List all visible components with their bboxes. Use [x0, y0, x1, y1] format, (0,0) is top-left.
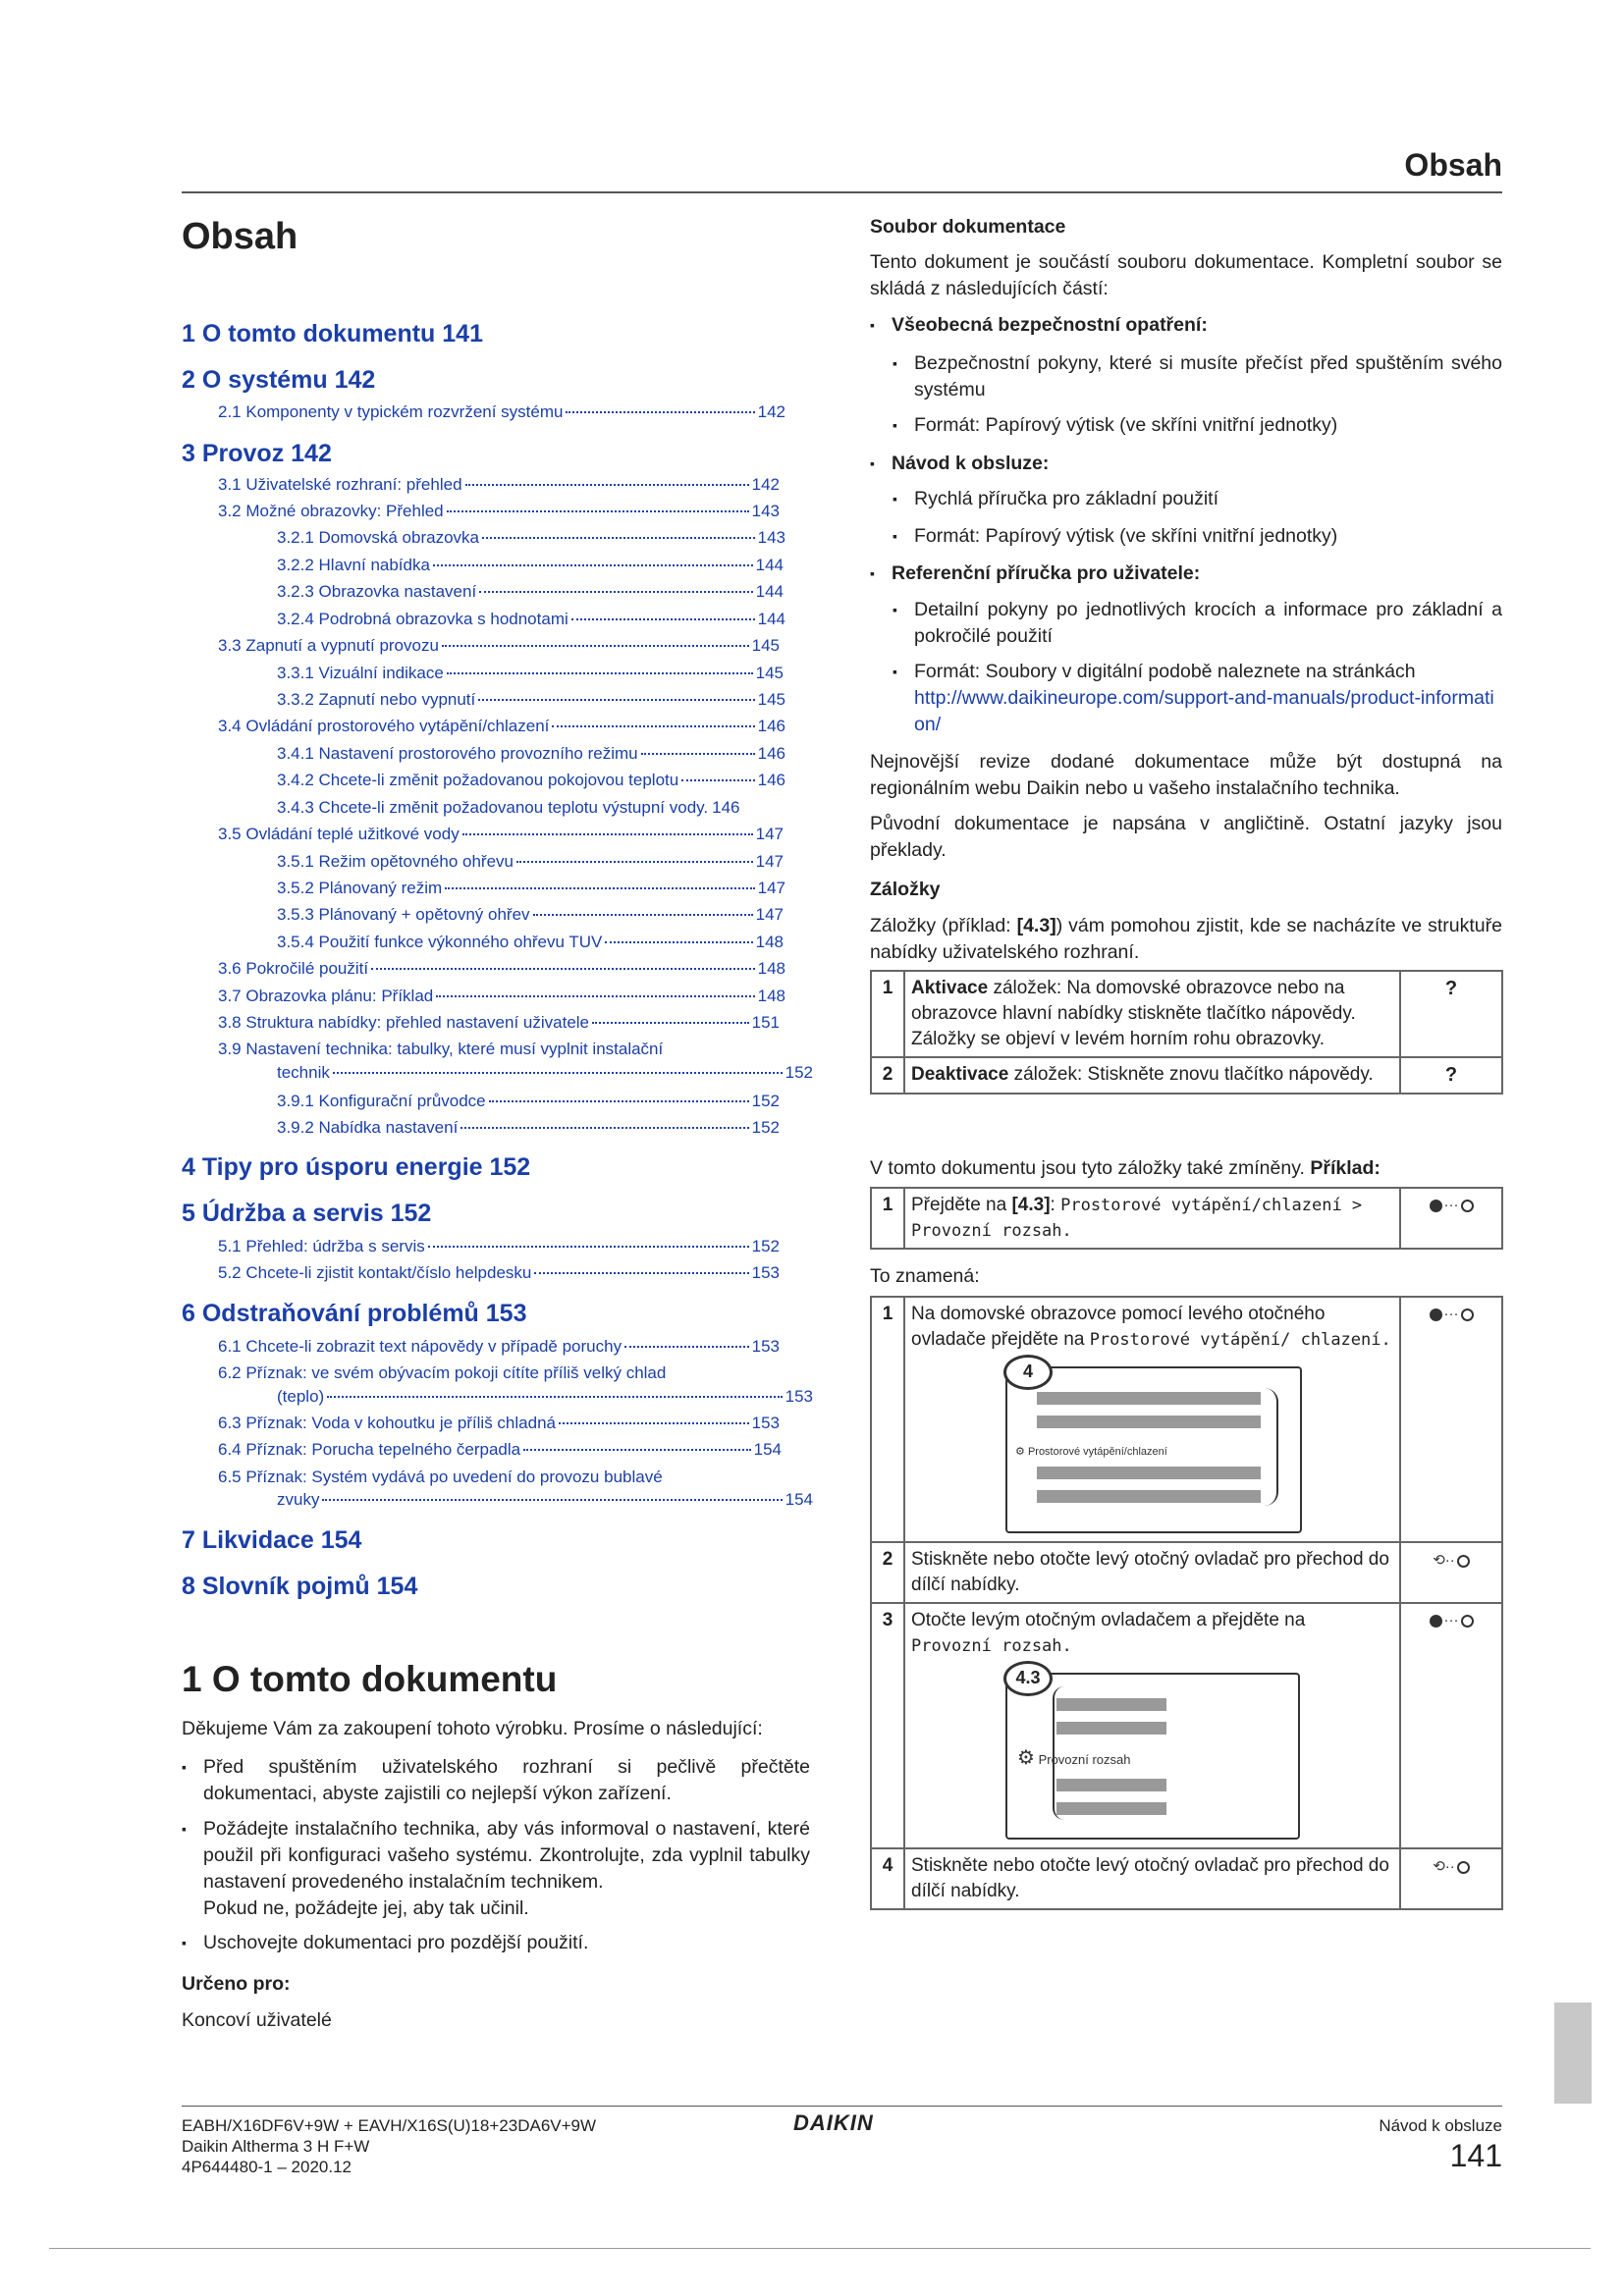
header-rule: [182, 191, 1502, 193]
bullet-item: ▪ Před spuštěním uživatelského rozhraní si pečlivě přečtěte dokumentaci, abyste zajistili co nejlepší výkon zařízení.: [203, 1754, 810, 1807]
mention-text: V tomto dokumentu jsou tyto záložky také zmíněny. Příklad:: [870, 1157, 1380, 1179]
header-title: Obsah: [1404, 147, 1502, 183]
bullet-item: ▪ Uschovejte dokumentaci pro pozdější použití.: [203, 1930, 810, 1956]
knob-press-icon: ⟲··: [1433, 1548, 1470, 1574]
toc-entry[interactable]: 3.4 Ovládání prostorového vytápění/chlazení 146: [218, 717, 785, 735]
table-row: 1 Přejděte na [4.3]: Prostorové vytápění/chlazení > Provozní rozsah. ···: [871, 1188, 1502, 1249]
toc-entry[interactable]: 6.4 Příznak: Porucha tepelného čerpadla 154: [218, 1440, 782, 1459]
toc-entry-wrap[interactable]: 6.5 Příznak: Systém vydává po uvedení do provozu bublavé: [218, 1468, 663, 1486]
toc-entry[interactable]: (teplo) 153: [277, 1387, 813, 1406]
toc-section-3[interactable]: 3 Provoz 142: [182, 440, 332, 467]
docset-subitem: ▪ Bezpečnostní pokyny, které si musíte přečíst před spuštěním svého systému: [914, 350, 1502, 403]
bookmarks-table: [870, 970, 1503, 1095]
toc-section-8[interactable]: 8 Slovník pojmů 154: [182, 1573, 418, 1600]
docset-subitem: ▪ Formát: Papírový výtisk (ve skříni vnitřní jednotky): [914, 412, 1502, 439]
gear-icon: ⚙: [1015, 1446, 1025, 1458]
toc-entry[interactable]: 6.1 Chcete-li zobrazit text nápovědy v případě poruchy 153: [218, 1337, 780, 1356]
toc-section-2[interactable]: 2 O systému 142: [182, 366, 376, 394]
page-edge-tab: [1554, 2002, 1592, 2104]
table-row: 2 Stiskněte nebo otočte levý otočný ovladač pro přechod do dílčí nabídky. ⟲··: [871, 1542, 1502, 1603]
toc-entry[interactable]: 3.9.2 Nabídka nastavení 152: [277, 1118, 780, 1137]
toc-entry[interactable]: 3.3.2 Zapnutí nebo vypnutí 145: [277, 690, 785, 709]
page-number: 141: [1449, 2138, 1502, 2173]
steps-table: [870, 1296, 1503, 1910]
bottom-rule: [49, 2248, 1591, 2249]
section-title: 1 O tomto dokumentu: [182, 1659, 558, 1699]
docset-subitem: ▪ Formát: Papírový výtisk (ve skříni vnitřní jednotky): [914, 523, 1502, 550]
toc-entry[interactable]: 3.5.1 Režim opětovného ohřevu 147: [277, 852, 784, 871]
intended-label: Určeno pro:: [182, 1973, 291, 1995]
toc-entry[interactable]: 3.5.4 Použití funkce výkonného ohřevu TUV 148: [277, 933, 784, 951]
toc-title: Obsah: [182, 216, 298, 257]
toc-section-6[interactable]: 6 Odstraňování problémů 153: [182, 1300, 527, 1327]
toc-section-5[interactable]: 5 Údržba a servis 152: [182, 1200, 432, 1227]
knob-turn-icon: ···: [1430, 1608, 1474, 1633]
bookmarks-heading: Záložky: [870, 879, 941, 900]
toc-entry-wrap[interactable]: 6.2 Příznak: ve svém obývacím pokoji cítíte příliš velký chlad: [218, 1363, 667, 1382]
original-text: Původní dokumentace je napsána v angličtině. Ostatní jazyky jsou překlady.: [870, 813, 1502, 861]
table-row: 1 Na domovské obrazovce pomocí levého otočného ovladače přejděte na Prostorové vytápění/ chlazení. 4 ⚙ Prostorové vytápění/chlazení ···: [871, 1297, 1502, 1542]
toc-entry[interactable]: 3.3 Zapnutí a vypnutí provozu 145: [218, 636, 780, 655]
help-icon: ?: [1444, 1064, 1458, 1086]
toc-entry[interactable]: 3.9.1 Konfigurační průvodce 152: [277, 1092, 780, 1110]
toc-entry[interactable]: zvuky 154: [277, 1490, 813, 1509]
table-row: 1 Aktivace záložek: Na domovské obrazovce nebo na obrazovce hlavní nabídky stiskněte tlačítko nápovědy. Záložky se objeví v levém horním rohu obrazovky. ?: [871, 971, 1502, 1057]
means-text: To znamená:: [870, 1265, 980, 1287]
docset-item-title: ▪ Referenční příručka pro uživatele:: [892, 561, 1502, 587]
intended-value: Koncoví uživatelé: [182, 2009, 332, 2031]
footer-doc-type: Návod k obsluze: [1379, 2116, 1502, 2135]
toc-entry[interactable]: technik 152: [277, 1063, 813, 1082]
docset-subitem: ▪ Formát: Soubory v digitální podobě naleznete na stránkách http://www.daikineurope.com/support-and-manuals/product-information/: [914, 659, 1502, 738]
toc-entry[interactable]: 3.3.1 Vizuální indikace 145: [277, 664, 784, 682]
docset-item-title: ▪ Návod k obsluze:: [892, 451, 1502, 477]
revisions-text: Nejnovější revize dodané dokumentace může být dostupná na regionálním webu Daikin nebo u vašeho instalačního technika.: [870, 751, 1502, 799]
bullet-item: ▪ Požádejte instalačního technika, aby vás informoval o nastavení, které použil při konfiguraci vašeho systému. Zkontrolujte, zda vyplnil tabulky nastavení provedeného instalačním technikem. Pokud ne, požádejte jej, aby tak učinil.: [203, 1816, 810, 1922]
toc-entry[interactable]: 3.2.2 Hlavní nabídka 144: [277, 556, 784, 574]
toc-entry[interactable]: 6.3 Příznak: Voda v kohoutku je příliš chladná 153: [218, 1414, 780, 1432]
table-row: 4 Stiskněte nebo otočte levý otočný ovladač pro přechod do dílčí nabídky. ⟲··: [871, 1848, 1502, 1909]
footer-left: EABH/X16DF6V+9W + EAVH/X16S(U)18+23DA6V+9W Daikin Altherma 3 H F+W 4P644480-1 – 2020.12: [182, 2116, 597, 2176]
toc-entry[interactable]: 2.1 Komponenty v typickém rozvržení systému 142: [218, 402, 785, 421]
toc-section-4[interactable]: 4 Tipy pro úsporu energie 152: [182, 1153, 531, 1181]
toc-entry[interactable]: 3.1 Uživatelské rozhraní: přehled 142: [218, 475, 780, 494]
table-row: 3 Otočte levým otočným ovladačem a přejděte na Provozní rozsah. 4.3 ⚙ Provozní rozsah ···: [871, 1603, 1502, 1848]
product-info-link[interactable]: http://www.daikineurope.com/support-and-manuals/product-information/: [914, 687, 1494, 735]
knob-press-icon: ···: [1430, 1193, 1474, 1218]
toc-entry[interactable]: 3.5.2 Plánovaný režim 147: [277, 879, 785, 897]
table-row: 2 Deaktivace záložek: Stiskněte znovu tlačítko nápovědy. ?: [871, 1057, 1502, 1094]
docset-text: Tento dokument je součástí souboru dokumentace. Kompletní soubor se skládá z následujících částí:: [870, 251, 1502, 299]
example-table: [870, 1187, 1503, 1250]
toc-entry[interactable]: 3.5.3 Plánovaný + opětovný ohřev 147: [277, 905, 784, 924]
docset-subitem: ▪ Rychlá příručka pro základní použití: [914, 486, 1502, 512]
toc-entry[interactable]: 3.4.3 Chcete-li změnit požadovanou teplotu výstupní vody. 146: [277, 798, 740, 817]
toc-entry[interactable]: 3.7 Obrazovka plánu: Příklad 148: [218, 987, 785, 1005]
toc-entry[interactable]: 3.4.1 Nastavení prostorového provozního režimu 146: [277, 744, 785, 763]
footer-rule: [182, 2106, 1502, 2107]
toc-entry[interactable]: 3.8 Struktura nabídky: přehled nastavení uživatele 151: [218, 1013, 780, 1032]
toc-entry[interactable]: 3.2 Možné obrazovky: Přehled 143: [218, 502, 780, 520]
screen-illustration: 4 ⚙ Prostorové vytápění/chlazení: [1005, 1366, 1302, 1533]
toc-section-1[interactable]: 1 O tomto dokumentu 141: [182, 320, 483, 347]
daikin-logo: DAIKIN: [793, 2110, 874, 2135]
toc-entry[interactable]: 3.6 Pokročilé použití 148: [218, 959, 785, 978]
toc-section-7[interactable]: 7 Likvidace 154: [182, 1526, 362, 1554]
toc-entry[interactable]: 3.4.2 Chcete-li změnit požadovanou pokojovou teplotu 146: [277, 771, 785, 789]
docset-heading: Soubor dokumentace: [870, 216, 1066, 238]
help-icon: ?: [1444, 978, 1458, 999]
docset-subitem: ▪ Detailní pokyny po jednotlivých krocích a informace pro základní a pokročilé použití: [914, 597, 1502, 650]
screen-illustration: 4.3 ⚙ Provozní rozsah: [1005, 1673, 1300, 1840]
bookmarks-text: Záložky (příklad: [4.3]) vám pomohou zjistit, kde se nacházíte ve struktuře nabídky uživatelského rozhraní.: [870, 915, 1502, 963]
toc-entry[interactable]: 5.1 Přehled: údržba s servis 152: [218, 1237, 780, 1255]
toc-entry[interactable]: 3.2.1 Domovská obrazovka 143: [277, 528, 785, 547]
toc-entry[interactable]: 3.2.3 Obrazovka nastavení 144: [277, 582, 784, 601]
gear-icon: ⚙: [1017, 1747, 1035, 1769]
toc-entry[interactable]: 3.2.4 Podrobná obrazovka s hodnotami 144: [277, 610, 785, 628]
knob-turn-icon: ···: [1430, 1302, 1474, 1327]
knob-press-icon: ⟲··: [1433, 1854, 1470, 1880]
toc-entry[interactable]: 5.2 Chcete-li zjistit kontakt/číslo helpdesku 153: [218, 1263, 780, 1282]
toc-entry[interactable]: 3.5 Ovládání teplé užitkové vody 147: [218, 825, 784, 843]
intro-text: Děkujeme Vám za zakoupení tohoto výrobku. Prosíme o následující:: [182, 1718, 763, 1739]
toc-entry-wrap[interactable]: 3.9 Nastavení technika: tabulky, které musí vyplnit instalační: [218, 1040, 664, 1058]
docset-item-title: ▪ Všeobecná bezpečnostní opatření:: [892, 312, 1502, 339]
